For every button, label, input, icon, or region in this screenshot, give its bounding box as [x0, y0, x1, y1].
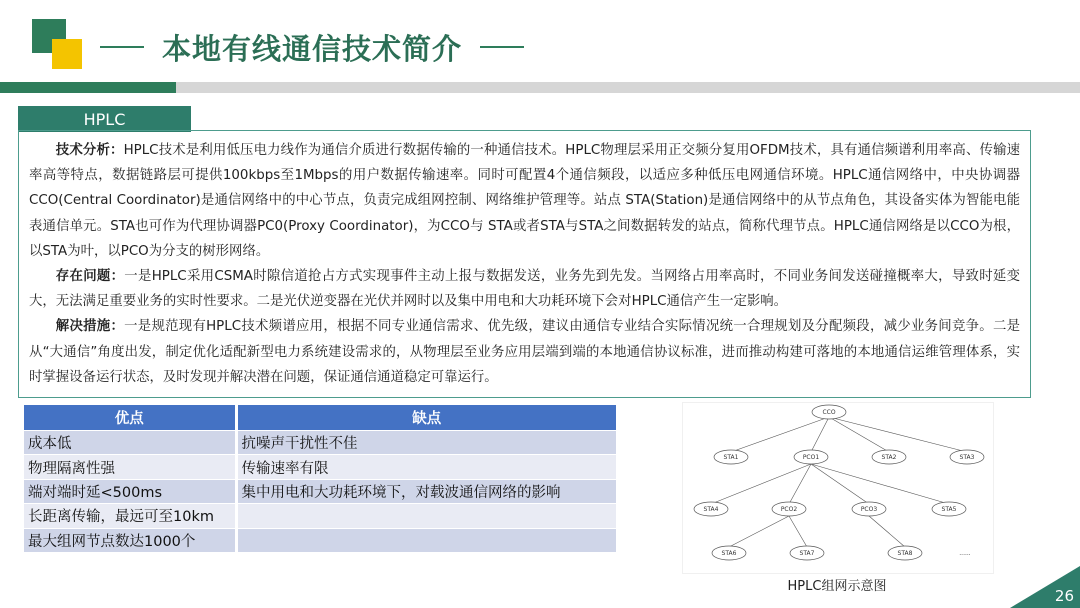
pro-cell: 成本低	[24, 431, 236, 455]
node-sta7: STA7	[799, 550, 815, 557]
description-box	[18, 130, 1031, 398]
con-cell: 抗噪声干扰性不佳	[236, 431, 616, 455]
header-pros: 优点	[24, 405, 236, 431]
node-sta4: STA4	[703, 506, 719, 513]
paragraph-text: 一是HPLC采用CSMA时隙信道抢占方式实现事件主动上报与数据发送，业务先到先发。当网络占用率高时，不同业务间发送碰撞概率大，导致时延变大，无法满足重要业务的实时性要求。二是光伏逆变器在光伏并网时以及集中用电和大功耗环境下会对HPLC通信产生一定影响。	[29, 269, 1021, 310]
con-cell	[236, 528, 616, 552]
title-left-dash	[100, 46, 144, 48]
header-band-accent	[0, 82, 176, 93]
diagram-caption: HPLC组网示意图	[787, 579, 887, 594]
node-sta3: STA3	[959, 454, 975, 461]
paragraph-solutions	[29, 314, 1020, 390]
node-cco: CCO	[822, 409, 836, 416]
node-pco3: PCO3	[860, 506, 878, 513]
pro-cell: 最大组网节点数达1000个	[24, 528, 236, 552]
con-cell: 集中用电和大功耗环境下，对载波通信网络的影响	[236, 479, 616, 503]
node-sta2: STA2	[881, 454, 897, 461]
paragraph-text: 一是规范现有HPLC技术频谱应用，根据不同专业通信需求、优先级，建议由通信专业结合实际情况统一合理规划及分配频段，减少业务间竞争。二是从“大通信”角度出发，制定优化适配新型电力系统建设需求的，从物理层至业务应用层端到端的本地通信协议标准，进而推动构建可落地的本地通信运维管理体系，实时掌握设备运行状态，及时发现并解决潜在问题，保证通信通道稳定可靠运行。	[29, 319, 1020, 385]
node-sta5: STA5	[941, 506, 957, 513]
pros-cons-table	[24, 405, 616, 552]
network-tree-svg	[683, 403, 993, 573]
table-row	[24, 528, 616, 552]
logo-yellow-square	[52, 39, 82, 69]
paragraph-label: 技术分析：	[55, 143, 124, 158]
pro-cell: 物理隔离性强	[24, 455, 236, 479]
pro-cell: 端对端时延<500ms	[24, 479, 236, 503]
node-pco1: PCO1	[802, 454, 820, 461]
title-row	[100, 22, 524, 72]
table-row	[24, 431, 616, 455]
node-sta6: STA6	[721, 550, 737, 557]
table-row	[24, 504, 616, 528]
node-pco2: PCO2	[780, 506, 798, 513]
page-number: 26	[1054, 587, 1074, 605]
paragraph-label: 存在问题：	[55, 269, 125, 285]
table-row	[24, 455, 616, 479]
pro-cell: 长距离传输，最远可至10km	[24, 504, 236, 528]
node-sta1: STA1	[723, 454, 739, 461]
table-row	[24, 479, 616, 503]
paragraph-text: HPLC技术是利用低压电力线作为通信介质进行数据传输的一种通信技术。HPLC物理层采用正交频分复用OFDM技术，具有通信频谱利用率高、传输速率高等特点，数据链路层可提供100kbps至1Mbps的用户数据传输速率。同时可配置4个通信频段，以适应多种低压电网通信环境。HPLC通信网络中，中央协调器CCO(Central Coordinator)是通信网络中的中心节点，负责完成组网控制、网络维护管理等。站点 STA(Station)是通信网络中的从节点角色，其设备实体为智能电能表通信单元。STA也可作为代理协调器PC0(Proxy Coordinator)，为CCO与 STA或者STA与STA之间数据转发的站点，简称代理节点。HPLC通信网络是以CCO为根，以STA为叶，以PCO为分支的树形网络。	[29, 143, 1021, 259]
con-cell: 传输速率有限	[236, 455, 616, 479]
node-ellipsis: ......	[959, 550, 971, 557]
page-title: 本地有线通信技术简介	[162, 31, 463, 66]
title-right-dash	[480, 46, 524, 48]
table-header-row	[24, 405, 616, 431]
network-diagram	[682, 402, 994, 574]
node-sta8: STA8	[897, 550, 913, 557]
paragraph-label: 解决措施：	[55, 319, 125, 335]
paragraph-problems	[29, 264, 1020, 314]
header-band	[176, 82, 1080, 93]
header-cons: 缺点	[236, 405, 616, 431]
paragraph-tech-analysis	[29, 138, 1020, 264]
con-cell	[236, 504, 616, 528]
section-tag: HPLC	[18, 106, 191, 132]
